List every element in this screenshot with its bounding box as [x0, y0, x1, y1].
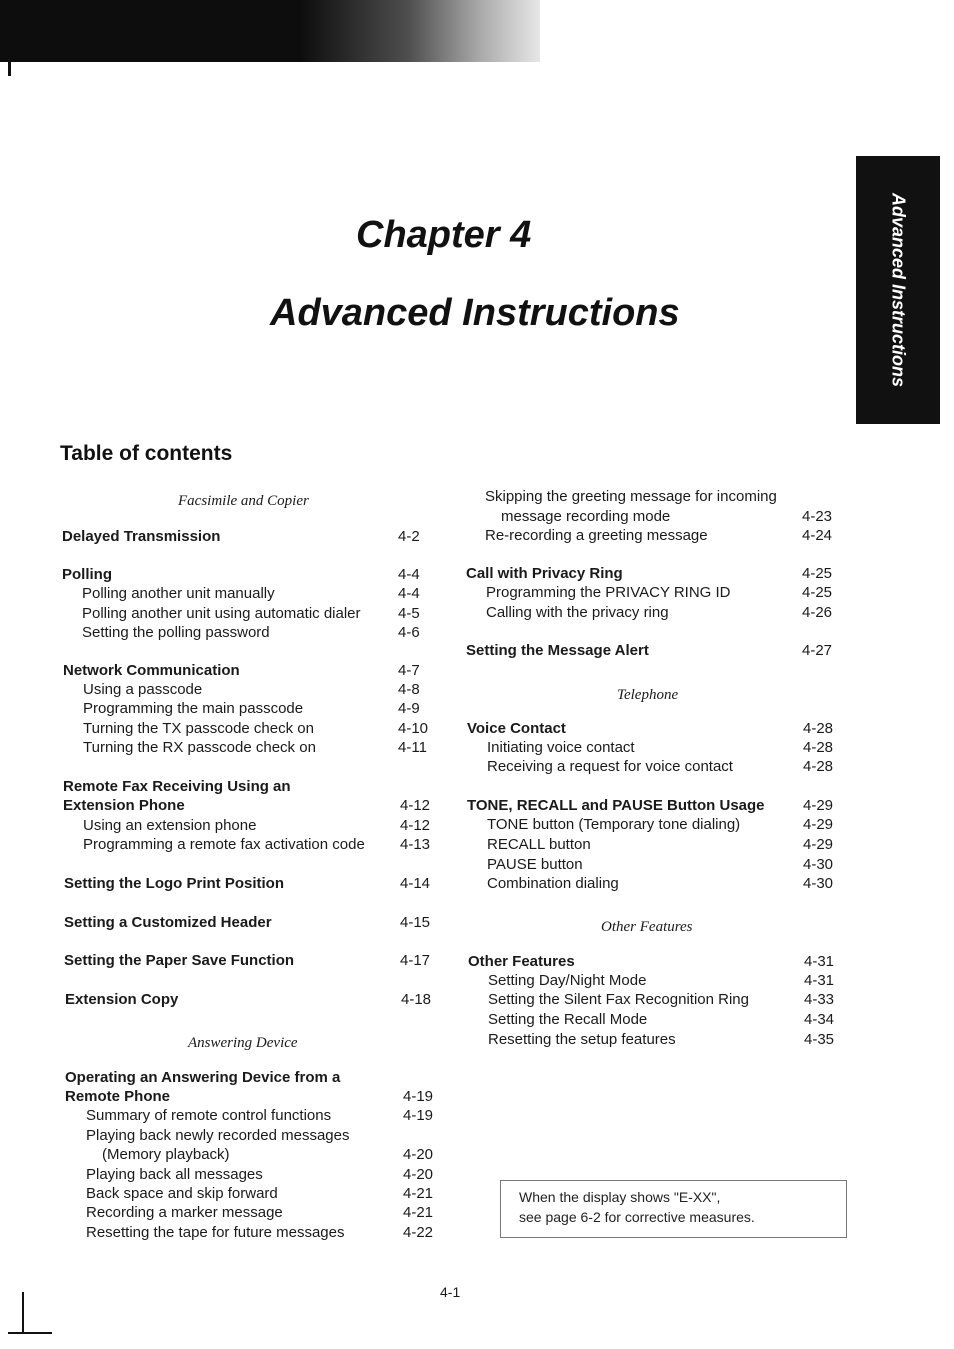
toc-page: 4-19	[403, 1088, 434, 1105]
toc-page: 4-34	[804, 1011, 835, 1028]
toc-page: 4-30	[803, 875, 834, 892]
toc-entry[interactable]: Setting the Recall Mode	[488, 1011, 648, 1028]
toc-page: 4-7	[398, 662, 420, 679]
toc-entry[interactable]: Re-recording a greeting message	[485, 527, 708, 544]
toc-page: 4-17	[400, 952, 431, 969]
toc-entry[interactable]: Combination dialing	[487, 875, 619, 892]
toc-entry[interactable]: Other Features	[468, 953, 575, 970]
note-line-1: When the display shows "E-XX",	[519, 1189, 721, 1205]
toc-entry[interactable]: Playing back all messages	[86, 1166, 263, 1183]
toc-entry[interactable]: Setting the Message Alert	[466, 642, 649, 659]
toc-page: 4-15	[400, 914, 431, 931]
toc-entry[interactable]: Using a passcode	[83, 681, 203, 698]
toc-page: 4-20	[403, 1146, 434, 1163]
toc-entry[interactable]: Remote Fax Receiving Using an	[63, 778, 291, 795]
toc-entry[interactable]: Setting a Customized Header	[64, 914, 272, 931]
toc-page: 4-18	[401, 991, 432, 1008]
toc-entry[interactable]: Voice Contact	[467, 720, 566, 737]
header-hook	[8, 58, 25, 76]
chapter-title: Advanced Instructions	[270, 292, 680, 334]
toc-page: 4-22	[403, 1224, 434, 1241]
page-number: 4-1	[440, 1284, 461, 1300]
toc-page: 4-20	[403, 1166, 434, 1183]
toc-entry[interactable]: Setting Day/Night Mode	[488, 972, 647, 989]
toc-page: 4-29	[803, 816, 834, 833]
toc-page: 4-13	[400, 836, 431, 853]
toc-page: 4-14	[400, 875, 431, 892]
toc-page: 4-35	[804, 1031, 835, 1048]
toc-entry[interactable]: Turning the RX passcode check on	[83, 739, 316, 756]
note-line-2: see page 6-2 for corrective measures.	[519, 1209, 755, 1225]
toc-page: 4-9	[398, 700, 420, 717]
toc-entry[interactable]: Polling another unit manually	[82, 585, 275, 602]
toc-entry[interactable]: Initiating voice contact	[487, 739, 635, 756]
toc-entry[interactable]: Setting the polling password	[82, 624, 270, 641]
toc-entry[interactable]: Back space and skip forward	[86, 1185, 278, 1202]
toc-page: 4-29	[803, 836, 834, 853]
toc-entry[interactable]: PAUSE button	[487, 856, 583, 873]
toc-page: 4-21	[403, 1204, 434, 1221]
toc-heading: Table of contents	[60, 442, 233, 465]
toc-entry[interactable]: Programming the PRIVACY RING ID	[486, 584, 731, 601]
toc-page: 4-10	[398, 720, 429, 737]
toc-entry[interactable]: Programming the main passcode	[83, 700, 304, 717]
toc-entry[interactable]: Call with Privacy Ring	[466, 565, 623, 582]
toc-page: 4-29	[803, 797, 834, 814]
toc-entry[interactable]: Playing back newly recorded messages	[86, 1127, 350, 1144]
toc-page: 4-12	[400, 797, 431, 814]
section-facsimile: Facsimile and Copier	[178, 493, 309, 509]
toc-page: 4-6	[398, 624, 420, 641]
chapter-side-tab	[856, 156, 940, 424]
toc-entry[interactable]: Skipping the greeting message for incoming	[485, 488, 777, 505]
toc-page: 4-28	[803, 758, 834, 775]
toc-entry[interactable]: (Memory playback)	[102, 1146, 230, 1163]
toc-entry[interactable]: Turning the TX passcode check on	[83, 720, 314, 737]
section-answering: Answering Device	[188, 1035, 298, 1051]
toc-entry[interactable]: Extension Phone	[63, 797, 185, 814]
toc-entry[interactable]: Delayed Transmission	[62, 528, 221, 545]
toc-page: 4-26	[802, 604, 833, 621]
toc-entry[interactable]: Polling	[62, 566, 112, 583]
toc-entry[interactable]: Recording a marker message	[86, 1204, 283, 1221]
toc-entry[interactable]: Polling another unit using automatic dialer	[82, 605, 361, 622]
toc-entry[interactable]: message recording mode	[501, 508, 671, 525]
toc-entry[interactable]: Programming a remote fax activation code	[83, 836, 365, 853]
toc-page: 4-4	[398, 585, 420, 602]
toc-entry[interactable]: Remote Phone	[65, 1088, 171, 1105]
toc-page: 4-28	[803, 720, 834, 737]
toc-entry[interactable]: Operating an Answering Device from a	[65, 1069, 341, 1086]
toc-page: 4-8	[398, 681, 420, 698]
side-tab-label: Advanced Instructions	[888, 192, 909, 388]
toc-page: 4-5	[398, 605, 420, 622]
header-bar-fade	[300, 0, 540, 62]
toc-entry[interactable]: TONE button (Temporary tone dialing)	[487, 816, 741, 833]
toc-page: 4-27	[802, 642, 833, 659]
toc-page: 4-25	[802, 565, 833, 582]
toc-entry[interactable]: RECALL button	[487, 836, 591, 853]
toc-page: 4-31	[804, 972, 835, 989]
toc-page: 4-12	[400, 817, 431, 834]
toc-page: 4-24	[802, 527, 833, 544]
toc-page: 4-11	[398, 739, 427, 756]
toc-page: 4-28	[803, 739, 834, 756]
toc-entry[interactable]: Resetting the tape for future messages	[86, 1224, 345, 1241]
toc-entry[interactable]: Using an extension phone	[83, 817, 257, 834]
toc-page: 4-2	[398, 528, 420, 545]
toc-entry[interactable]: Receiving a request for voice contact	[487, 758, 733, 775]
toc-entry[interactable]: Summary of remote control functions	[86, 1107, 332, 1124]
toc-entry[interactable]: Setting the Logo Print Position	[64, 875, 284, 892]
toc-page: 4-33	[804, 991, 835, 1008]
section-other: Other Features	[601, 919, 693, 935]
toc-entry[interactable]: TONE, RECALL and PAUSE Button Usage	[467, 797, 765, 814]
toc-page: 4-21	[403, 1185, 434, 1202]
toc-entry[interactable]: Setting the Paper Save Function	[64, 952, 295, 969]
section-telephone: Telephone	[617, 687, 679, 703]
toc-entry[interactable]: Extension Copy	[65, 991, 179, 1008]
chapter-number: Chapter 4	[356, 214, 532, 256]
toc-page: 4-19	[403, 1107, 434, 1124]
toc-page: 4-31	[804, 953, 835, 970]
crop-mark	[22, 1292, 24, 1334]
toc-page: 4-23	[802, 508, 833, 525]
crop-mark	[8, 1332, 52, 1334]
toc-page: 4-4	[398, 566, 420, 583]
toc-page: 4-30	[803, 856, 834, 873]
toc-entry[interactable]: Resetting the setup features	[488, 1031, 676, 1048]
toc-entry[interactable]: Setting the Silent Fax Recognition Ring	[488, 991, 749, 1008]
toc-page: 4-25	[802, 584, 833, 601]
toc-entry[interactable]: Network Communication	[63, 662, 240, 679]
toc-entry[interactable]: Calling with the privacy ring	[486, 604, 669, 621]
